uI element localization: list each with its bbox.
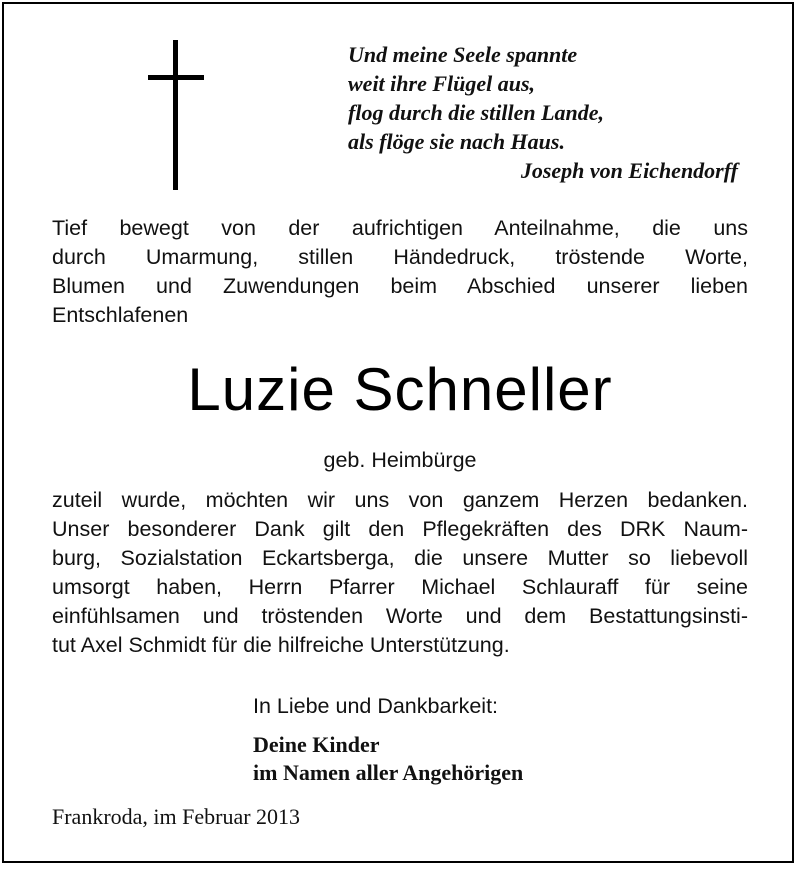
poem-line: weit ihre Flügel aus,: [348, 71, 536, 96]
deceased-name: Luzie Schneller: [187, 356, 613, 423]
signature-line: im Namen aller Angehörigen: [253, 760, 524, 785]
poem-line: flog durch die stillen Lande,: [348, 100, 605, 125]
signature-intro: In Liebe und Dankbarkeit:: [253, 694, 499, 718]
cross-icon: [148, 40, 204, 190]
thanks-line: tut Axel Schmidt für die hilfreiche Unterstützung.: [52, 633, 510, 657]
poem-line: als flöge sie nach Haus.: [348, 129, 565, 154]
intro-paragraph: [52, 214, 748, 330]
thanks-line: zuteil wurde, möchten wir uns von ganzem Herzen bedanken.: [52, 488, 748, 512]
thanks-line: einfühlsamen und tröstenden Worte und dem Bestattungsinsti-: [52, 604, 748, 628]
thanks-line: Unser besonderer Dank gilt den Pflegekräften des DRK Naum-: [52, 517, 748, 541]
maiden-name: geb. Heimbürge: [323, 448, 477, 472]
intro-line: Tief bewegt von der aufrichtigen Anteilnahme, die uns: [52, 216, 748, 240]
place-date: Frankroda, im Februar 2013: [52, 804, 301, 829]
signature-line: Deine Kinder: [253, 732, 380, 757]
poem-author: Joseph von Eichendorff: [520, 158, 738, 183]
intro-line: Blumen und Zuwendungen beim Abschied unserer lieben: [52, 274, 748, 298]
intro-line: durch Umarmung, stillen Händedruck, tröstende Worte,: [52, 245, 748, 269]
thanks-line: umsorgt haben, Herrn Pfarrer Michael Schlauraff für seine: [52, 575, 748, 599]
poem-quote: [348, 40, 768, 185]
thanks-paragraph: [52, 486, 748, 660]
thanks-line: burg, Sozialstation Eckartsberga, die unsere Mutter so liebevoll: [52, 546, 748, 570]
poem-line: Und meine Seele spannte: [348, 42, 578, 67]
signature-block: [253, 731, 523, 787]
intro-line: Entschlafenen: [52, 303, 189, 327]
